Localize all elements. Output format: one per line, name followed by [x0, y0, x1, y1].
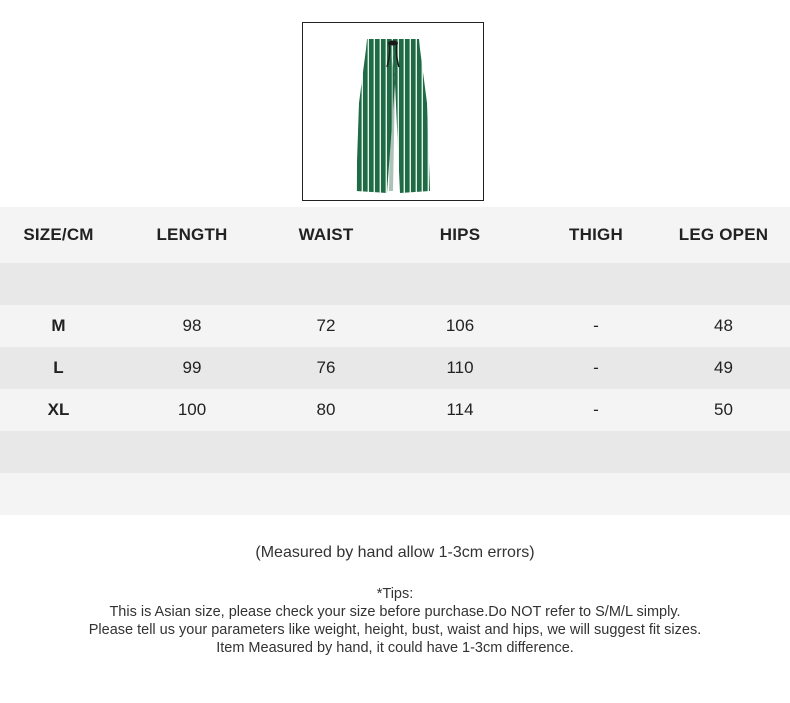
- striped-pants-illustration: [303, 23, 483, 200]
- leg-open-cell: 49: [714, 358, 733, 377]
- length-cell: 99: [182, 358, 202, 377]
- size-cell: M: [51, 316, 66, 335]
- waist-cell: 80: [316, 400, 336, 419]
- header-size: SIZE/CM: [23, 225, 94, 244]
- thigh-cell: -: [593, 358, 599, 377]
- length-cell: 98: [182, 316, 202, 335]
- hips-cell: 106: [445, 316, 475, 335]
- hips-cell: 110: [446, 358, 474, 377]
- table-row: [0, 431, 790, 473]
- thigh-cell: -: [593, 400, 599, 419]
- measure-note: (Measured by hand allow 1-3cm errors): [255, 544, 535, 561]
- waist-cell: 76: [316, 358, 336, 377]
- size-cell: XL: [47, 400, 70, 419]
- header-waist: WAIST: [298, 225, 354, 244]
- tips-line: Item Measured by hand, it could have 1-3cm difference.: [216, 640, 574, 656]
- waist-cell: 72: [316, 316, 336, 335]
- table-header-row: [0, 207, 790, 263]
- length-cell: 100: [177, 400, 207, 419]
- leg-open-cell: 50: [714, 400, 733, 419]
- tips-line: This is Asian size, please check your size before purchase.Do NOT refer to S/M/L simply.: [109, 604, 681, 620]
- tips-heading: *Tips:: [376, 586, 414, 602]
- size-cell: L: [53, 358, 64, 377]
- hips-cell: 114: [446, 400, 474, 419]
- header-length: LENGTH: [156, 225, 228, 244]
- size-chart-table: [0, 207, 790, 515]
- table-row: [0, 305, 790, 347]
- table-row: [0, 347, 790, 389]
- tips-line: Please tell us your parameters like weight, height, bust, waist and hips, we will suggest fit sizes.: [88, 622, 702, 638]
- table-row: [0, 389, 790, 431]
- product-image: [302, 22, 484, 201]
- header-hips: HIPS: [439, 225, 481, 244]
- table-row: [0, 263, 790, 305]
- tips-block: [0, 585, 790, 657]
- header-leg-open: LEG OPEN: [678, 225, 769, 244]
- header-thigh: THIGH: [569, 225, 623, 244]
- thigh-cell: -: [593, 316, 599, 335]
- table-row: [0, 473, 790, 515]
- leg-open-cell: 48: [714, 316, 733, 335]
